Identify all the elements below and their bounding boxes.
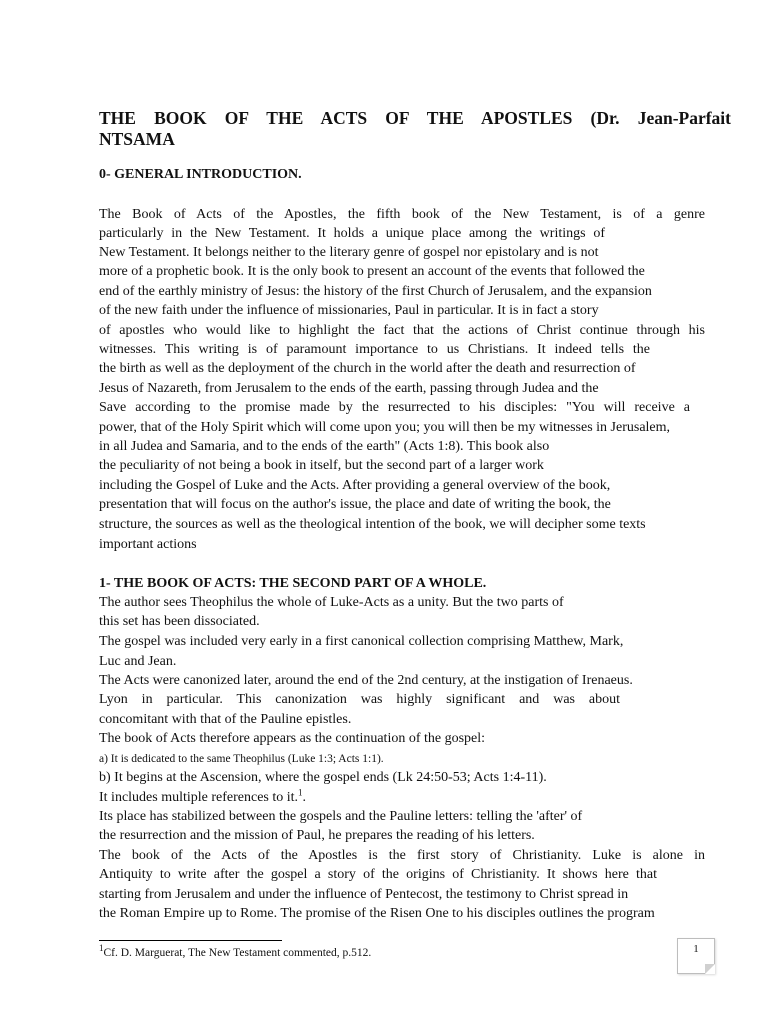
- intro-line: important actions: [99, 537, 197, 552]
- footnote-separator: [99, 940, 282, 941]
- document-title: [99, 108, 731, 150]
- body-line: [99, 788, 306, 807]
- title-line-2: NTSAMA: [99, 129, 175, 149]
- body-line: Its place has stabilized between the gospels and the Pauline letters: telling the 'after' of: [99, 809, 583, 824]
- body-line: the resurrection and the mission of Paul, he prepares the reading of his letters.: [99, 828, 535, 843]
- intro-line: more of a prophetic book. It is the only book to present an account of the events that followed the: [99, 264, 645, 279]
- list-item-a: a) It is dedicated to the same Theophilus (Luke 1:3; Acts 1:1).: [99, 753, 384, 765]
- intro-line: in all Judea and Samaria, and to the ends of the earth" (Acts 1:8). This book also: [99, 439, 550, 454]
- intro-line: the birth as well as the deployment of the church in the world after the death and resurrection of: [99, 361, 636, 376]
- page-number: 1: [693, 943, 699, 955]
- intro-line: of the new faith under the influence of missionaries, Paul in particular. It is in fact a story: [99, 303, 599, 318]
- intro-line: The Book of Acts of the Apostles, the fifth book of the New Testament, is of a genre: [99, 207, 705, 222]
- section-0-heading: 0- GENERAL INTRODUCTION.: [99, 167, 302, 182]
- body-line: concomitant with that of the Pauline epistles.: [99, 712, 352, 727]
- body-line: The Acts were canonized later, around the end of the 2nd century, at the instigation of Irenaeus.: [99, 673, 633, 688]
- body-line: The author sees Theophilus the whole of Luke-Acts as a unity. But the two parts of: [99, 595, 564, 610]
- intro-line: Jesus of Nazareth, from Jerusalem to the ends of the earth, passing through Judea and the: [99, 381, 599, 396]
- footnote: [99, 943, 372, 959]
- body-line: The book of Acts therefore appears as the continuation of the gospel:: [99, 731, 486, 746]
- footnote-reference-suffix: .: [302, 790, 307, 805]
- page-number-box: [677, 938, 715, 974]
- intro-line: of apostles who would like to highlight the fact that the actions of Christ continue through his: [99, 323, 705, 338]
- intro-line: presentation that will focus on the author's issue, the place and date of writing the book, the: [99, 497, 611, 512]
- body-line-text: It includes multiple references to it.: [99, 790, 299, 805]
- section-1-heading: 1- THE BOOK OF ACTS: THE SECOND PART OF A WHOLE.: [99, 576, 487, 591]
- body-line: the Roman Empire up to Rome. The promise of the Risen One to his disciples outlines the program: [99, 906, 655, 921]
- intro-line: the peculiarity of not being a book in itself, but the second part of a larger work: [99, 458, 544, 473]
- intro-line: Save according to the promise made by the resurrected to his disciples: "You will receive a: [99, 400, 690, 415]
- footnote-marker: 1: [99, 943, 104, 954]
- list-item-b: b) It begins at the Ascension, where the gospel ends (Lk 24:50-53; Acts 1:4-11).: [99, 770, 547, 785]
- intro-line: witnesses. This writing is of paramount importance to us Christians. It indeed tells the: [99, 342, 650, 357]
- body-line: Antiquity to write after the gospel a story of the origins of Christianity. It shows here that: [99, 867, 657, 882]
- body-line: The book of the Acts of the Apostles is the first story of Christianity. Luke is alone in: [99, 848, 705, 863]
- body-line: The gospel was included very early in a first canonical collection comprising Matthew, Mark,: [99, 634, 624, 649]
- intro-line: power, that of the Holy Spirit which will come upon you; you will then be my witnesses in Jerusalem,: [99, 420, 671, 435]
- title-line-1: THE BOOK OF THE ACTS OF THE APOSTLES (Dr. Jean-Parfait: [99, 108, 731, 128]
- body-line: starting from Jerusalem and under the influence of Pentecost, the testimony to Christ spread in: [99, 887, 629, 902]
- footnote-text: Cf. D. Marguerat, The New Testament commented, p.512.: [103, 947, 372, 959]
- body-line: this set has been dissociated.: [99, 614, 260, 629]
- intro-line: end of the earthly ministry of Jesus: the history of the first Church of Jerusalem, and the expansion: [99, 284, 652, 299]
- footnote-reference[interactable]: 1: [298, 787, 303, 798]
- intro-line: including the Gospel of Luke and the Acts. After providing a general overview of the book,: [99, 478, 611, 493]
- body-line: Luc and Jean.: [99, 654, 177, 669]
- page-corner-fold-icon: [705, 964, 715, 974]
- body-line: Lyon in particular. This canonization was highly significant and was about: [99, 692, 620, 707]
- intro-line: New Testament. It belongs neither to the literary genre of gospel nor epistolary and is not: [99, 245, 599, 260]
- intro-line: particularly in the New Testament. It holds a unique place among the writings of: [99, 226, 605, 241]
- intro-line: structure, the sources as well as the theological intention of the book, we will decipher some texts: [99, 517, 646, 532]
